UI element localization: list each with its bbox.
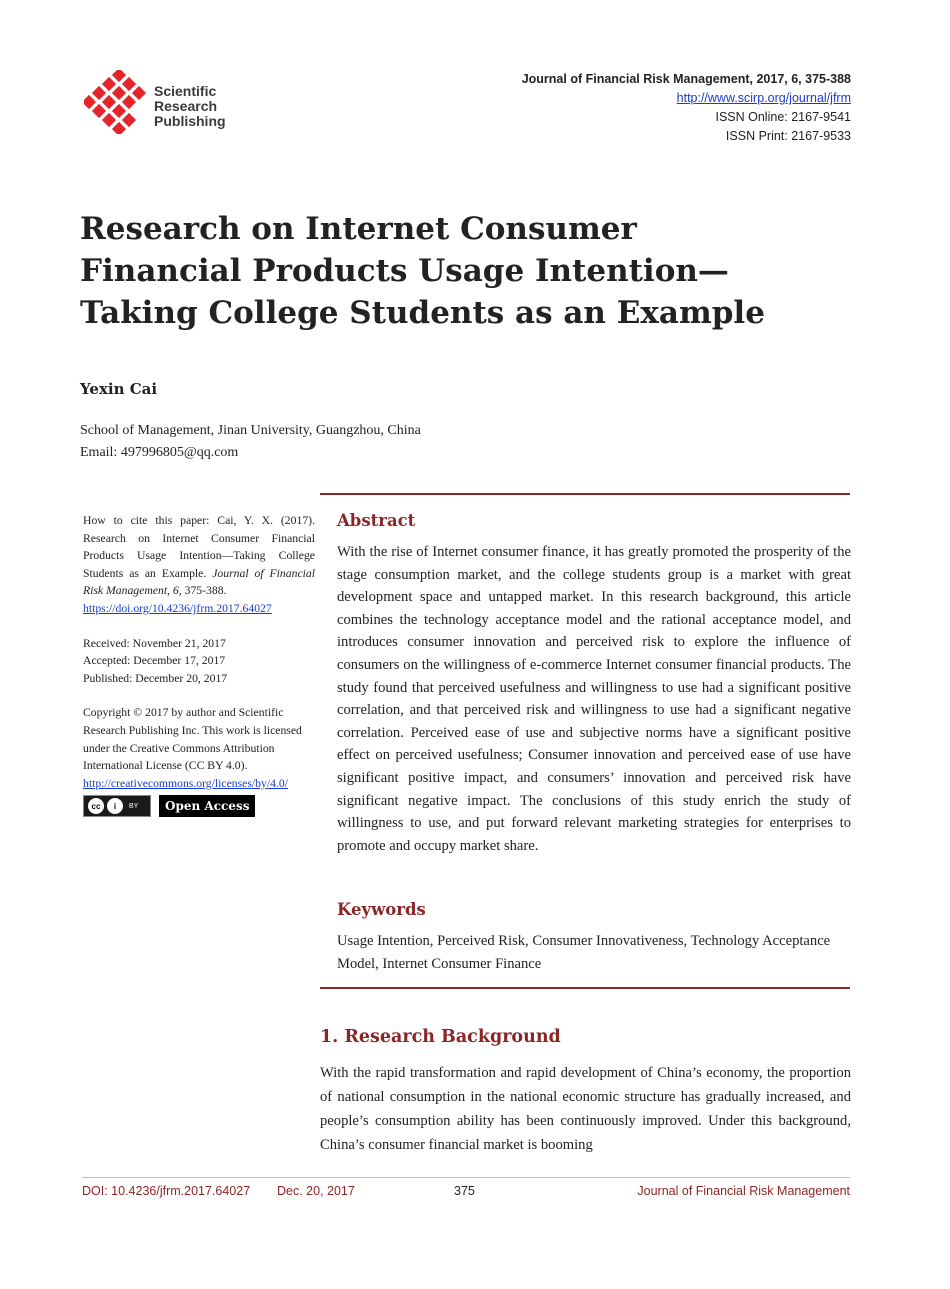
page-footer	[82, 1184, 850, 1202]
article-sidebar	[83, 512, 315, 817]
cite-pages: 375-388.	[184, 584, 227, 598]
footer-journal: Journal of Financial Risk Management	[637, 1184, 850, 1198]
license-link[interactable]: http://creativecommons.org/licenses/by/4.0/	[83, 776, 288, 790]
cc-by-badge[interactable]	[83, 795, 151, 817]
abstract-top-rule	[320, 493, 850, 495]
logo-word-1: Scientific	[154, 83, 217, 99]
abstract-text: With the rise of Internet consumer finance, it has greatly promoted the prosperity of the stage consumption market, and the college students group is a market with great development space and untapped market. In this research background, this article combines the technology acceptance model and the rational acceptance model, and introduces consumer innovation and perceived risk to explore the influence of consumers on the willingness of e-commerce Internet consumer financial products. The study found that perceived usefulness and willingness to use had a significant positive correlation, and that perceived risk and willingness to use had a significant negative correlation. Perceived ease of use and subjective norms have a significant positive effect on perceived usefulness; Consumer innovation and perceived ease of use have significant positive impact, and consumers’ innovation and perceived risk have significant negative impact. The conclusions of this study enrich the study of willingness to use, and put forward relevant marketing strategies for enterprises to promote and occupy market share.	[337, 544, 851, 854]
section-1-heading: 1. Research Background	[320, 1027, 561, 1047]
footer-date: Dec. 20, 2017	[277, 1184, 355, 1198]
paper-title: Research on Internet Consumer Financial Products Usage Intention—Taking College Students as an Example	[80, 211, 765, 331]
received-date: Received: November 21, 2017	[83, 636, 226, 650]
page-number: 375	[454, 1184, 475, 1198]
published-date: Published: December 20, 2017	[83, 671, 228, 685]
author-name: Yexin Cai	[80, 380, 158, 398]
how-to-cite	[83, 512, 315, 600]
accepted-date: Accepted: December 17, 2017	[83, 654, 226, 668]
affiliation: School of Management, Jinan University, Guangzhou, China	[80, 423, 421, 438]
logo-word-2: Research	[154, 98, 218, 114]
cc-by-label: BY	[129, 802, 139, 810]
license-badges	[83, 795, 315, 817]
cc-icon: cc	[88, 798, 104, 814]
abstract-bottom-rule	[320, 987, 850, 989]
footer-rule	[82, 1177, 850, 1178]
keywords-text: Usage Intention, Perceived Risk, Consumer Innovativeness, Technology Acceptance Model, Internet Consumer Finance	[337, 933, 831, 972]
attribution-icon: i	[107, 798, 123, 814]
doi-link[interactable]: https://doi.org/10.4236/jfrm.2017.64027	[83, 601, 272, 615]
cite-text: Cai, Y. X. (2017). Research on Internet Consumer Financial Products Usage Intention—Taking College Students as an Example.	[83, 514, 315, 580]
scirp-diamond-logo-icon	[84, 70, 148, 134]
keywords-heading: Keywords	[337, 900, 426, 919]
logo-word-3: Publishing	[154, 113, 226, 129]
cite-journal: Journal of Financial Risk Management, 6,	[83, 566, 315, 598]
author-email: Email: 497996805@qq.com	[80, 445, 239, 460]
issn-online: ISSN Online: 2167-9541	[715, 110, 851, 124]
open-access-badge: Open Access	[159, 795, 255, 817]
journal-info	[522, 70, 851, 146]
journal-citation: Journal of Financial Risk Management, 2017, 6, 375-388	[521, 72, 851, 86]
issn-print: ISSN Print: 2167-9533	[725, 129, 851, 143]
abstract-heading: Abstract	[337, 511, 416, 530]
copyright-notice: Copyright © 2017 by author and Scientific Research Publishing Inc. This work is licensed under the Creative Commons Attribution International License (CC BY 4.0).	[83, 706, 302, 773]
publisher-logo	[84, 70, 244, 140]
journal-url-link[interactable]: http://www.scirp.org/journal/jfrm	[676, 91, 851, 105]
affiliation-block	[80, 420, 421, 464]
cite-label: How to cite this paper:	[83, 514, 210, 527]
section-1-text: With the rapid transformation and rapid development of China’s economy, the proportion of national consumption in the national economic structure has gradually increased, and people’s consumption ability has been continuously improved. Under this background, China’s consumer financial market is booming	[320, 1065, 851, 1153]
footer-doi: DOI: 10.4236/jfrm.2017.64027	[82, 1184, 251, 1198]
